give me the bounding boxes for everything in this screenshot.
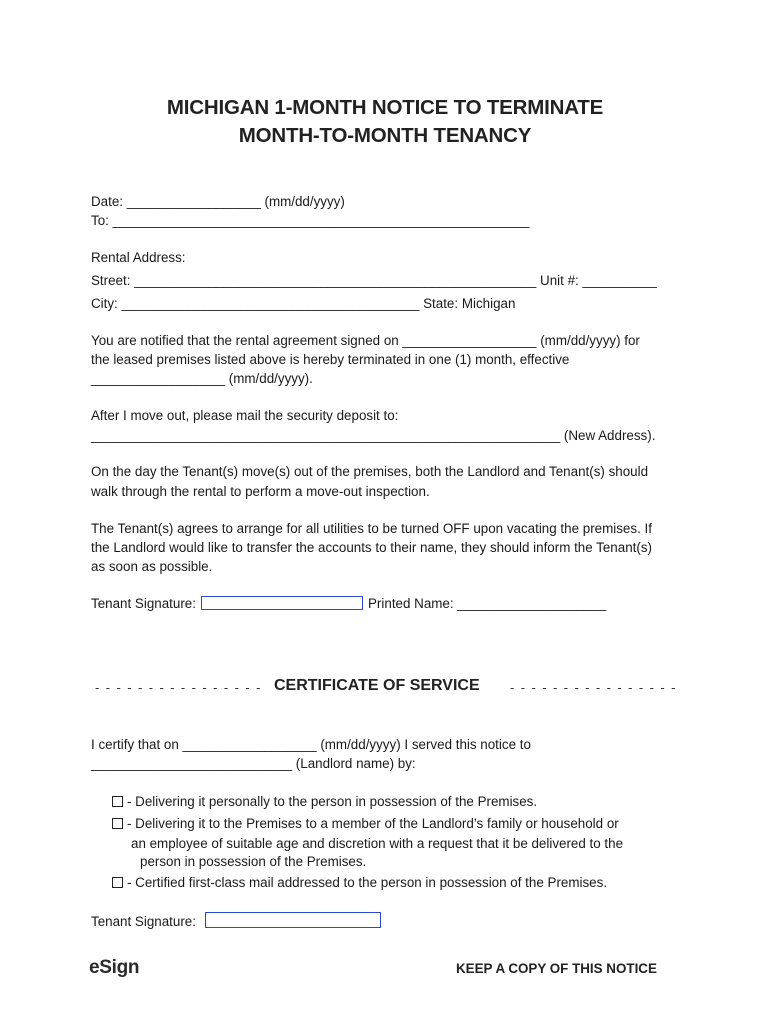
to-field: To: ________________________________________________________ (91, 213, 530, 228)
keep-copy-notice: KEEP A COPY OF THIS NOTICE (456, 961, 657, 976)
city-state-field: City: ________________________________________ State: Michigan (91, 296, 516, 311)
document-title-line-1: MICHIGAN 1-MONTH NOTICE TO TERMINATE (166, 96, 604, 119)
checkbox-certified-mail[interactable] (112, 877, 123, 888)
date-field: Date: __________________ (mm/dd/yyyy) (91, 194, 345, 209)
notice-line-1: You are notified that the rental agreement signed on __________________ (mm/dd/yyyy) for (91, 333, 640, 348)
certificate-of-service-heading: CERTIFICATE OF SERVICE (274, 677, 480, 694)
notice-line-3: __________________ (mm/dd/yyyy). (91, 371, 313, 386)
service-option-mail (112, 874, 607, 892)
notice-line-2: the leased premises listed above is hereby terminated in one (1) month, effective (91, 352, 570, 367)
utilities-line-3: as soon as possible. (91, 559, 213, 574)
checkbox-premises-delivery[interactable] (112, 818, 123, 829)
certify-line-2: ___________________________ (Landlord name) by: (91, 756, 416, 771)
tenant-signature-label: Tenant Signature: (91, 596, 196, 611)
deposit-line-1: After I move out, please mail the security deposit to: (91, 408, 399, 423)
service-option-premises (112, 815, 619, 833)
option-personal-label: - Delivering it personally to the person in possession of the Premises. (127, 794, 538, 809)
printed-name-field: Printed Name: ____________________ (368, 596, 607, 611)
divider-dashes-left: - - - - - - - - - - - - - - - - (95, 680, 262, 695)
inspection-line-1: On the day the Tenant(s) move(s) out of the premises, both the Landlord and Tenant(s) should (91, 464, 649, 479)
service-option-personal (112, 793, 537, 811)
divider-dashes-right: - - - - - - - - - - - - - - - - (510, 680, 677, 695)
option-premises-label-2: an employee of suitable age and discretion with a request that it be delivered to the (131, 836, 624, 851)
inspection-line-2: walk through the rental to perform a move-out inspection. (91, 484, 430, 499)
esign-logo: eSign (89, 957, 140, 978)
street-field: Street: ______________________________________________________ Unit #: __________ (91, 273, 657, 288)
utilities-line-2: the Landlord would like to transfer the accounts to their name, they should inform the Tenant(s) (91, 540, 652, 555)
option-premises-label-1: - Delivering it to the Premises to a member of the Landlord’s family or household or (127, 816, 619, 831)
document-title-line-2: MONTH-TO-MONTH TENANCY (238, 124, 532, 147)
option-mail-label: - Certified first-class mail addressed to the person in possession of the Premises. (127, 875, 608, 890)
option-premises-label-3: person in possession of the Premises. (140, 854, 367, 869)
tenant-signature-label-2: Tenant Signature: (91, 914, 196, 929)
tenant-signature-field[interactable] (201, 596, 363, 610)
tenant-signature-field-2[interactable] (205, 912, 381, 928)
utilities-line-1: The Tenant(s) agrees to arrange for all utilities to be turned OFF upon vacating the premises. If (91, 521, 652, 536)
rental-address-label: Rental Address: (91, 250, 186, 265)
checkbox-personal-delivery[interactable] (112, 796, 123, 807)
deposit-address-field: _______________________________________________________________ (New Address). (91, 428, 656, 443)
certify-line-1: I certify that on __________________ (mm/dd/yyyy) I served this notice to (91, 737, 531, 752)
